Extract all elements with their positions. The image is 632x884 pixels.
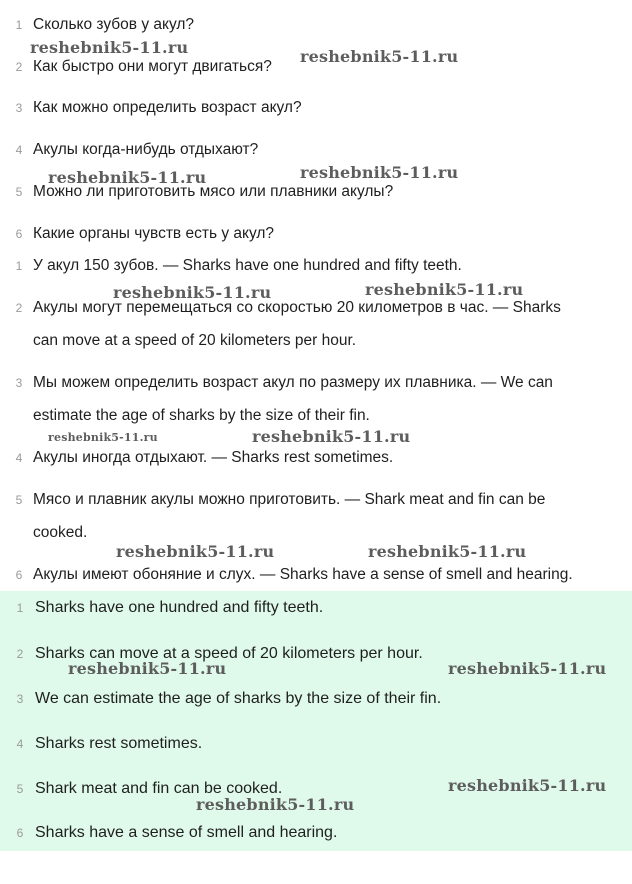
- highlight-text: Sharks have one hundred and fifty teeth.: [35, 599, 324, 616]
- line-number: 2: [16, 647, 24, 661]
- watermark: reshebnik5-11.ru: [30, 38, 189, 57]
- highlight-text: Shark meat and fin can be cooked.: [35, 780, 283, 797]
- line-number: 1: [15, 18, 23, 32]
- answer-text: Акулы имеют обоняние и слух. — Sharks have a sense of smell and hearing.: [33, 566, 573, 583]
- watermark: reshebnik5-11.ru: [116, 542, 275, 561]
- question-text: Какие органы чувств есть у акул?: [33, 225, 275, 242]
- question-text: Как можно определить возраст акул?: [33, 99, 302, 116]
- watermark: reshebnik5-11.ru: [48, 168, 207, 187]
- highlight-text: Sharks can move at a speed of 20 kilometers per hour.: [35, 645, 423, 662]
- line-number: 5: [15, 185, 23, 199]
- line-number: 1: [15, 259, 23, 273]
- question-text: Акулы когда-нибудь отдыхают?: [33, 141, 259, 158]
- line-number: 6: [16, 826, 24, 840]
- watermark: reshebnik5-11.ru: [68, 659, 227, 678]
- line-number: 3: [15, 376, 23, 390]
- watermark: reshebnik5-11.ru: [196, 795, 355, 814]
- highlight-text: Sharks rest sometimes.: [35, 735, 203, 752]
- line-number: 6: [15, 568, 23, 582]
- line-number: 4: [15, 143, 23, 157]
- question-text: Сколько зубов у акул?: [33, 16, 195, 33]
- question-text: Можно ли приготовить мясо или плавники акулы?: [33, 183, 394, 200]
- watermark: reshebnik5-11.ru: [48, 431, 158, 444]
- watermark: reshebnik5-11.ru: [368, 542, 527, 561]
- watermark: reshebnik5-11.ru: [252, 427, 411, 446]
- line-number: 2: [15, 301, 23, 315]
- line-number: 6: [15, 227, 23, 241]
- watermark: reshebnik5-11.ru: [448, 776, 607, 795]
- answer-text: estimate the age of sharks by the size of their fin.: [33, 407, 370, 424]
- line-number: 5: [16, 782, 24, 796]
- watermark: reshebnik5-11.ru: [113, 283, 272, 302]
- watermark: reshebnik5-11.ru: [365, 280, 524, 299]
- line-number: 3: [15, 101, 23, 115]
- line-number: 2: [15, 60, 23, 74]
- watermark: reshebnik5-11.ru: [448, 659, 607, 678]
- watermark: reshebnik5-11.ru: [300, 163, 459, 182]
- line-number: 3: [16, 692, 24, 706]
- answer-text: can move at a speed of 20 kilometers per hour.: [33, 332, 357, 349]
- highlight-text: Sharks have a sense of smell and hearing.: [35, 824, 338, 841]
- answer-text: Акулы могут перемещаться со скоростью 20 километров в час. — Sharks: [33, 299, 561, 316]
- line-number: 4: [15, 451, 23, 465]
- answer-text: Мы можем определить возраст акул по размеру их плавника. — We can: [33, 374, 553, 391]
- line-number: 5: [15, 493, 23, 507]
- answer-text: Акулы иногда отдыхают. — Sharks rest sometimes.: [33, 449, 394, 466]
- question-text: Как быстро они могут двигаться?: [33, 58, 272, 75]
- answer-text: cooked.: [33, 524, 88, 541]
- watermark: reshebnik5-11.ru: [300, 47, 459, 66]
- answer-text: У акул 150 зубов. — Sharks have one hundred and fifty teeth.: [33, 257, 462, 274]
- line-number: 4: [16, 737, 24, 751]
- highlight-text: We can estimate the age of sharks by the size of their fin.: [35, 690, 442, 707]
- line-number: 1: [16, 601, 24, 615]
- answer-text: Мясо и плавник акулы можно приготовить. — Shark meat and fin can be: [33, 491, 546, 508]
